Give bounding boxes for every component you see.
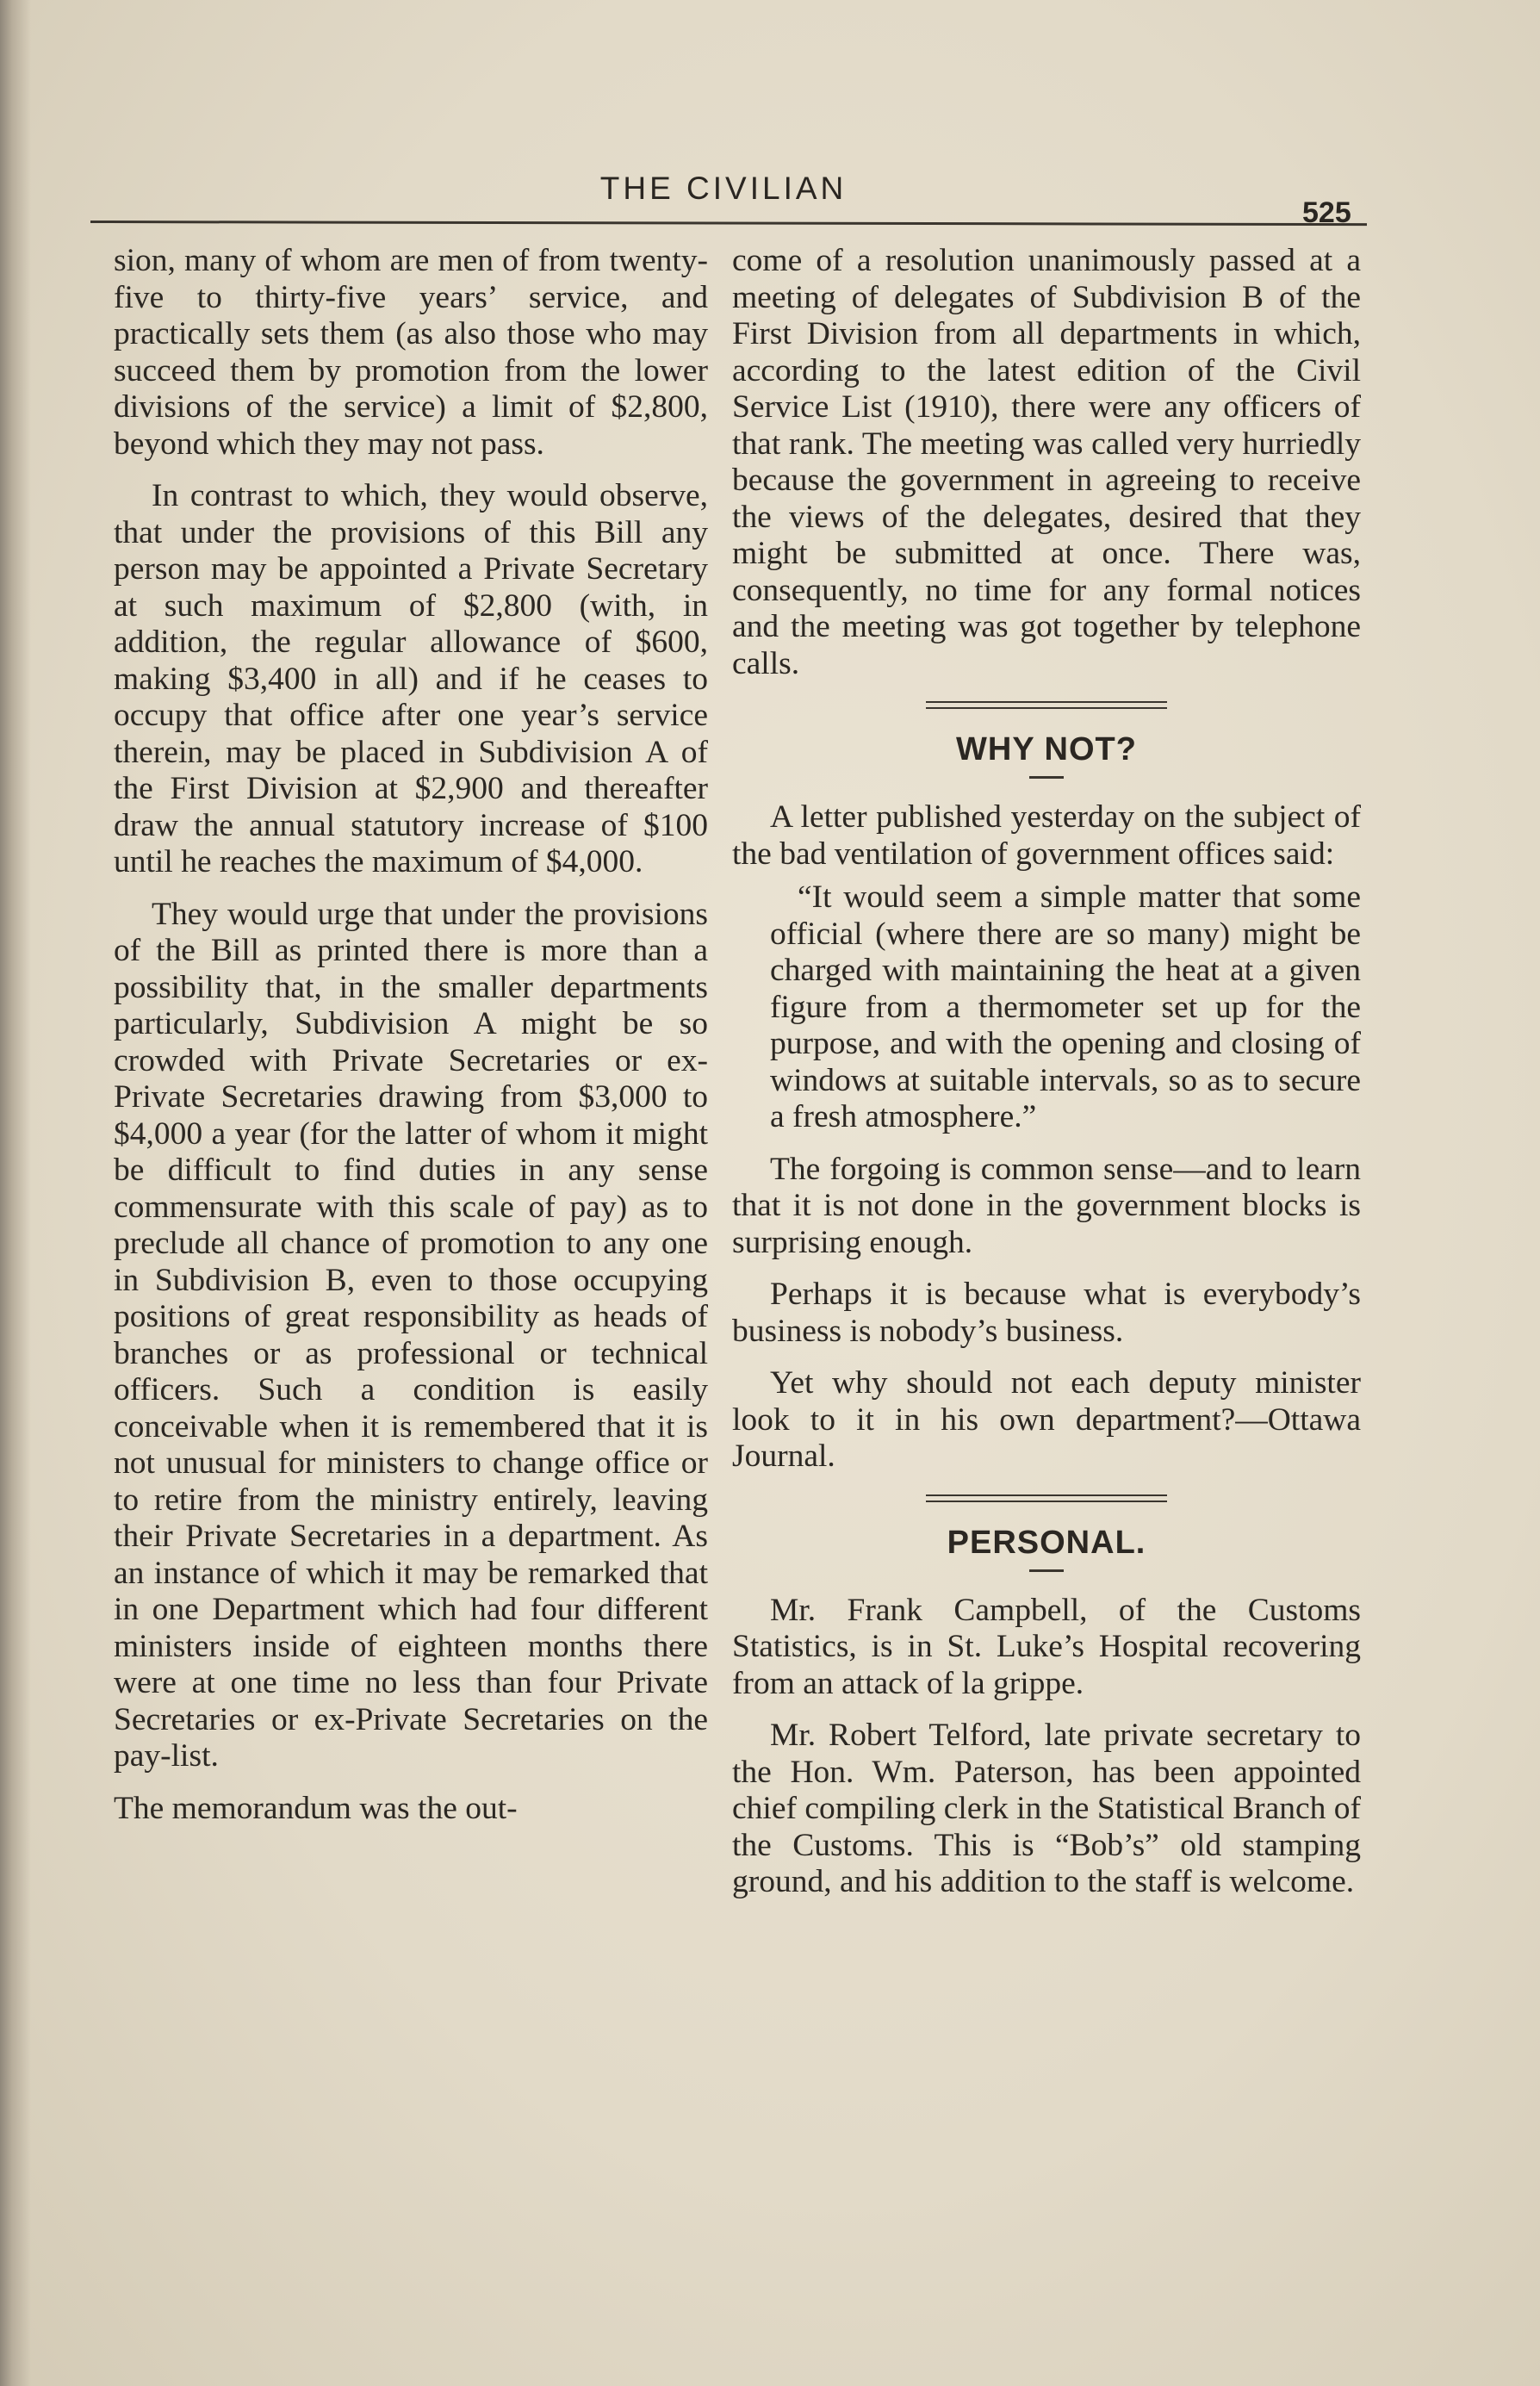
article-paragraph: sion, many of whom are men of from twenty-five to thirty-five years’ service, and practically sets them (as also those who may succeed them by promotion from the lower divisions of the service) a limit of $2,800, beyond which they may not pass.: [114, 243, 708, 462]
right-column: [732, 243, 1361, 1917]
why-not-heading: WHY NOT?: [956, 731, 1137, 767]
article-continuation: come of a resolution unanimously passed at a meeting of delegates of Subdivision B of the First Division from all departments in which, according to the latest edition of the Civil Service List (1910), there were any officers of that rank. The meeting was called very hurriedly because the government in agreeing to receive the views of the delegates, desired that they might be submitted at once. There was, consequently, no time for any formal notices and the meeting was got together by telephone calls.: [732, 243, 1361, 681]
personal-paragraph: Mr. Robert Telford, late private secretary to the Hon. Wm. Paterson, has been appointed chief compiling clerk in the Statistical Branch of the Customs. This is “Bob’s” old stamping ground, and his addition to the staff is welcome.: [732, 1718, 1361, 1899]
why-not-paragraph: Yet why should not each deputy minister look to it in his own department?—Ottawa Journal.: [732, 1365, 1361, 1474]
why-not-paragraph: The forgoing is common sense—and to learn that it is not done in the government blocks is surprising enough.: [732, 1151, 1361, 1260]
header-rule: [90, 221, 1367, 226]
heading-dash: [1029, 1569, 1064, 1572]
running-head: THE CIVILIAN: [599, 171, 848, 206]
binding-shadow: [0, 0, 31, 2386]
section-divider: [926, 1494, 1167, 1502]
page-number: 525: [1302, 196, 1351, 229]
personal-heading: PERSONAL.: [947, 1524, 1146, 1561]
why-not-quote: “It would seem a simple matter that some official (where there are so many) might be charged with maintaining the heat at a given figure from a thermometer set up for the purpose, and with the opening and closing of windows at suitable intervals, so as to secure a fresh atmosphere.”: [770, 879, 1361, 1134]
personal-paragraph: Mr. Frank Campbell, of the Customs Statistics, is in St. Luke’s Hospital recovering from an attack of la grippe.: [732, 1592, 1361, 1701]
left-column: [114, 243, 708, 1842]
article-paragraph: The memorandum was the out-: [114, 1790, 518, 1826]
article-paragraph: They would urge that under the provisions of the Bill as printed there is more than a possibility that, in the smaller departments particularly, Subdivision A might be so crowded with Private Secretaries or ex-Private Secretaries drawing from $3,000 to $4,000 a year (for the latter of whom it might be difficult to find duties in any sense commensurate with this scale of pay) as to preclude all chance of promotion to any one in Subdivision B, even to those occupying positions of great responsibility as heads of branches or as professional or technical officers. Such a condition is easily conceivable when it is remembered that it is not unusual for ministers to change office or to retire from the ministry entirely, leaving their Private Secretaries in a department. As an instance of which it may be remarked that in one Department which had four different ministers inside of eighteen months there were at one time no less than four Private Secretaries or ex-Private Secretaries on the pay-list.: [114, 896, 708, 1774]
article-paragraph: In contrast to which, they would observe, that under the provisions of this Bill any person may be appointed a Private Secretary at such maximum of $2,800 (with, in addition, the regular allowance of $600, making $3,400 in all) and if he ceases to occupy that office after one year’s service therein, may be placed in Subdivision A of the First Division at $2,900 and thereafter draw the annual statutory increase of $100 until he reaches the maximum of $4,000.: [114, 478, 708, 879]
heading-dash: [1029, 776, 1064, 779]
section-divider: [926, 701, 1167, 709]
why-not-paragraph: Perhaps it is because what is everybody’s business is nobody’s business.: [732, 1277, 1361, 1349]
why-not-intro: A letter published yesterday on the subject of the bad ventilation of government offices said:: [732, 799, 1361, 872]
